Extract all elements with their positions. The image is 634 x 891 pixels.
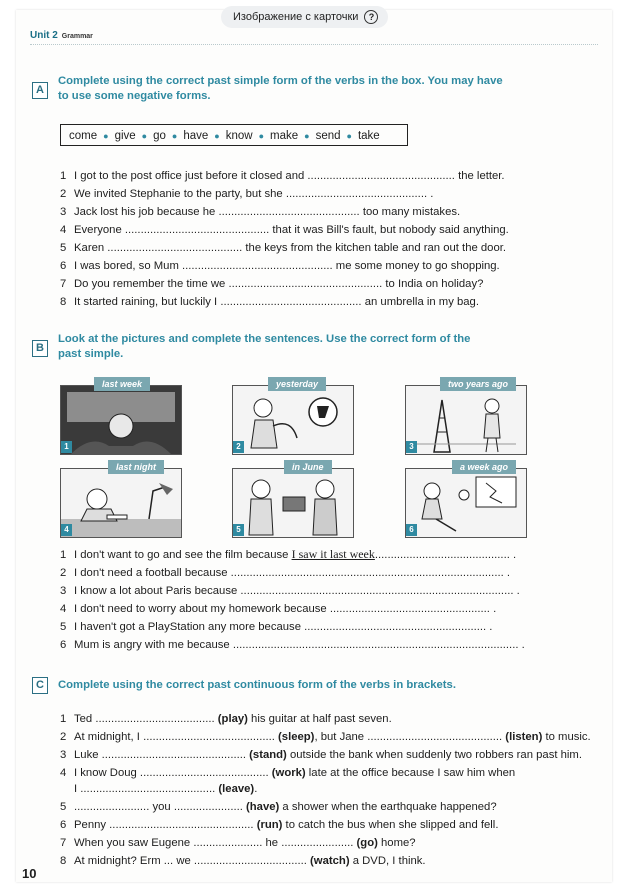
section-a-instruction-line-1: Complete using the correct past simple form of the verbs in the box. You may have [58, 75, 503, 87]
word-know: know [225, 130, 253, 142]
section-c-instruction: Complete using the correct past continuous form of the verbs in brackets. [58, 679, 456, 691]
image-source-label: Изображение с карточки [233, 11, 359, 23]
picture-2-number: 2 [233, 441, 244, 453]
exercise-a-item: 8 It started raining, but luckily I ............................................. an umbrella in my bag. [60, 296, 479, 308]
exercise-a-item: 4 Everyone .............................................. that it was Bill's fault, but nobody said anything. [60, 224, 509, 236]
picture-broken-window [405, 468, 527, 538]
image-source-pill[interactable] [221, 6, 388, 28]
football-illustration [233, 386, 353, 454]
exercise-a-item: 2 We invited Stephanie to the party, but she ............................................. . [60, 188, 434, 200]
paris-illustration [406, 386, 526, 454]
exercise-b-item: 3 I know a lot about Paris because ....................................................................................... . [60, 585, 520, 597]
section-b-label: B [32, 340, 48, 357]
exercise-c-item: 5 ........................ you ...................... (have) a shower when the earthquake happened? [60, 801, 497, 813]
word-give: give [114, 130, 136, 142]
exercise-a-item: 7 Do you remember the time we ................................................. to India on holiday? [60, 278, 484, 290]
picture-playstation [232, 468, 354, 538]
exercise-c-item: 4 I know Doug ......................................... (work) late at the office because I saw him when [60, 767, 516, 779]
cinema-illustration [61, 386, 181, 454]
section-b-instruction [58, 332, 470, 362]
section-b-instruction-line-1: Look at the pictures and complete the sentences. Use the correct form of the [58, 333, 471, 345]
word-go: go [153, 130, 166, 142]
exercise-b-item: 6 Mum is angry with me because ........................................................................................... . [60, 639, 525, 651]
picture-5-number: 5 [233, 524, 244, 536]
exercise-b-item: 5 I haven't got a PlayStation any more because .......................................................... . [60, 621, 493, 633]
exercise-c-item: 7 When you saw Eugene ...................... he ....................... (go) home? [60, 837, 416, 849]
broken-window-illustration [406, 469, 526, 537]
word-come: come [69, 130, 98, 142]
picture-football [232, 385, 354, 455]
exercise-a-item: 3 Jack lost his job because he ............................................. too many mistakes. [60, 206, 461, 218]
homework-illustration [61, 469, 181, 537]
exercise-a-item: 1 I got to the post office just before it closed and ............................................... the letter. [60, 170, 505, 182]
help-icon[interactable]: ? [364, 10, 378, 24]
picture-1-number: 1 [61, 441, 72, 453]
exercise-c-item: 3 Luke .............................................. (stand) outside the bank when suddenly two robbers ran past him. [60, 749, 582, 761]
exercise-b-item: 2 I don't need a football because ....................................................................................... . [60, 567, 511, 579]
picture-4-time-tag: last night [108, 460, 164, 474]
exercise-b-item: 1 I don't want to go and see the film because I saw it last week........................................... . [60, 547, 517, 561]
header-divider [30, 44, 598, 45]
picture-6-time-tag: a week ago [452, 460, 516, 474]
unit-header [30, 30, 93, 41]
section-b-instruction-line-2: past simple. [58, 348, 124, 360]
word-send: send [315, 130, 341, 142]
picture-3-time-tag: two years ago [440, 377, 516, 391]
picture-cinema [60, 385, 182, 455]
exercise-c-item: 2 At midnight, I .......................................... (sleep), but Jane ........................................... (listen) to music. [60, 731, 591, 743]
picture-paris [405, 385, 527, 455]
exercise-c-item: 6 Penny .............................................. (run) to catch the bus when she slipped and fell. [60, 819, 499, 831]
picture-6-number: 6 [406, 524, 417, 536]
section-a-instruction [58, 74, 503, 104]
exercise-c-item: 8 At midnight? Erm ... we .................................... (watch) a DVD, I think. [60, 855, 426, 867]
section-a-instruction-line-2: to use some negative forms. [58, 90, 211, 102]
example-answer: I saw it last week [291, 547, 375, 561]
picture-1-time-tag: last week [94, 377, 150, 391]
picture-homework [60, 468, 182, 538]
unit-title: Unit 2 [30, 30, 58, 41]
picture-5-time-tag: in June [284, 460, 332, 474]
word-have: have [183, 130, 209, 142]
exercise-c-item-continued: I ........................................... (leave). [74, 783, 258, 795]
word-make: make [270, 130, 299, 142]
section-c-label: C [32, 677, 48, 694]
exercise-a-item: 5 Karen ........................................... the keys from the kitchen table and ran out the door. [60, 242, 507, 254]
exercise-c-item: 1 Ted ...................................... (play) his guitar at half past seven. [60, 713, 392, 725]
workbook-page [16, 10, 612, 882]
picture-2-time-tag: yesterday [268, 377, 326, 391]
picture-4-number: 4 [61, 524, 72, 536]
verb-word-box: come ● give ● go ● have ● know ● make ● send ● take [60, 124, 408, 146]
picture-3-number: 3 [406, 441, 417, 453]
exercise-b-item: 4 I don't need to worry about my homework because ................................................... . [60, 603, 497, 615]
word-take: take [357, 130, 380, 142]
exercise-a-item: 6 I was bored, so Mum ................................................ me some money to go shopping. [60, 260, 500, 272]
section-a-label: A [32, 82, 48, 99]
playstation-illustration [233, 469, 353, 537]
section-title: Grammar [61, 33, 93, 40]
page-number: 10 [22, 866, 37, 881]
